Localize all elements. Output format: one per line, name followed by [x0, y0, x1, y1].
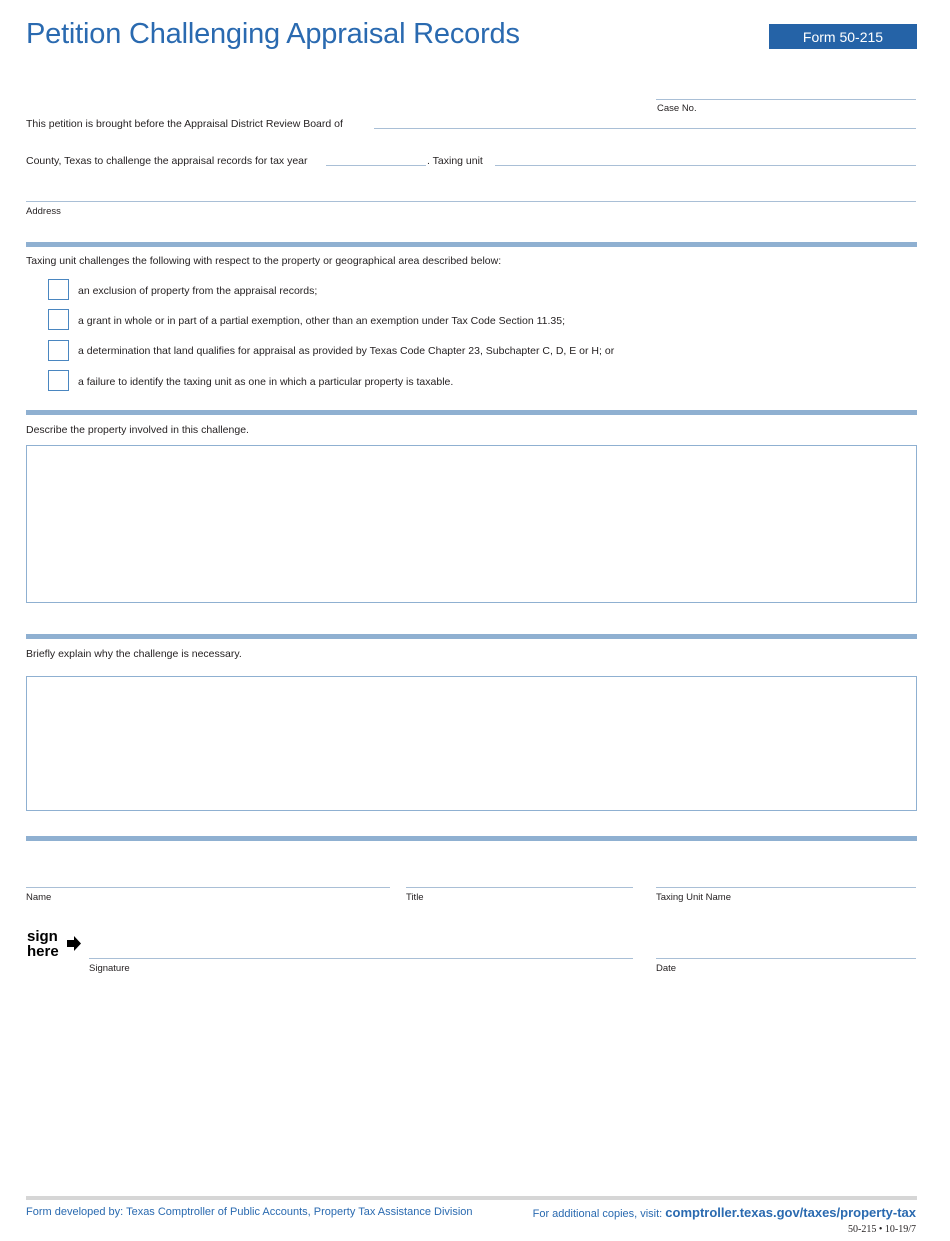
checkbox-exclusion[interactable] [48, 279, 69, 300]
sign-here-marker [27, 929, 59, 959]
taxing-unit-name-label: Taxing Unit Name [656, 892, 731, 903]
property-description-textarea[interactable] [26, 445, 917, 603]
date-label: Date [656, 963, 677, 974]
explanation-textarea[interactable] [26, 676, 917, 811]
signature-line [89, 958, 633, 959]
footer-form-code: 50-215 • 10-19/7 [848, 1224, 916, 1235]
taxing-unit-name-input[interactable] [656, 872, 916, 886]
explanation-label: Briefly explain why the challenge is necessary. [26, 648, 242, 660]
section-divider [26, 836, 917, 841]
name-label: Name [26, 892, 52, 903]
sign-here-text-line1: sign [27, 928, 58, 945]
name-input[interactable] [26, 872, 390, 886]
footer-copies-prefix: For additional copies, visit: [532, 1208, 666, 1220]
tax-year-input[interactable] [326, 150, 426, 164]
date-line [656, 958, 916, 959]
sign-here-text-line2: here [27, 943, 59, 960]
taxing-unit-name-line [656, 887, 916, 888]
option-partial-exemption-label: a grant in whole or in part of a partial exemption, other than an exemption under Tax Code Section 11.35; [78, 315, 565, 327]
review-board-line [374, 128, 916, 129]
taxing-unit-input[interactable] [495, 150, 916, 164]
case-no-input[interactable] [656, 84, 916, 98]
arrow-right-icon [66, 935, 82, 952]
review-board-label: This petition is brought before the Appraisal District Review Board of [26, 118, 343, 130]
footer-developed-by: Form developed by: Texas Comptroller of Public Accounts, Property Tax Assistance Division [26, 1206, 473, 1218]
section-divider [26, 242, 917, 247]
footer-copies-link[interactable]: comptroller.texas.gov/taxes/property-tax [665, 1205, 916, 1220]
form-number-badge: Form 50-215 [769, 24, 917, 49]
section-divider [26, 410, 917, 415]
tax-year-line [326, 165, 426, 166]
title-input[interactable] [406, 872, 633, 886]
review-board-input[interactable] [374, 113, 916, 127]
signature-label: Signature [89, 963, 130, 974]
checkbox-failure-identify[interactable] [48, 370, 69, 391]
signature-input[interactable] [89, 942, 633, 957]
title-label: Title [406, 892, 424, 903]
address-line [26, 201, 916, 202]
name-line [26, 887, 390, 888]
case-no-label: Case No. [657, 103, 697, 114]
checkbox-land-qualifies[interactable] [48, 340, 69, 361]
title-line [406, 887, 633, 888]
option-exclusion-label: an exclusion of property from the appraisal records; [78, 285, 318, 297]
taxing-unit-line [495, 165, 916, 166]
address-label: Address [26, 206, 61, 217]
option-failure-identify-label: a failure to identify the taxing unit as one in which a particular property is taxable. [78, 376, 454, 388]
footer-copies [533, 1205, 916, 1220]
challenges-intro: Taxing unit challenges the following with respect to the property or geographical area described below: [26, 255, 502, 267]
case-no-line [656, 99, 916, 100]
page-title: Petition Challenging Appraisal Records [26, 18, 520, 50]
property-description-label: Describe the property involved in this challenge. [26, 424, 249, 436]
checkbox-partial-exemption[interactable] [48, 309, 69, 330]
county-label: County, Texas to challenge the appraisal records for tax year [26, 155, 308, 167]
section-divider [26, 634, 917, 639]
footer-divider [26, 1196, 917, 1200]
address-input[interactable] [26, 186, 916, 200]
date-input[interactable] [656, 942, 916, 957]
taxing-unit-label: . Taxing unit [427, 155, 483, 167]
option-land-qualifies-label: a determination that land qualifies for appraisal as provided by Texas Code Chapter 23, Subchapter C, D, E or H; or [78, 345, 615, 357]
